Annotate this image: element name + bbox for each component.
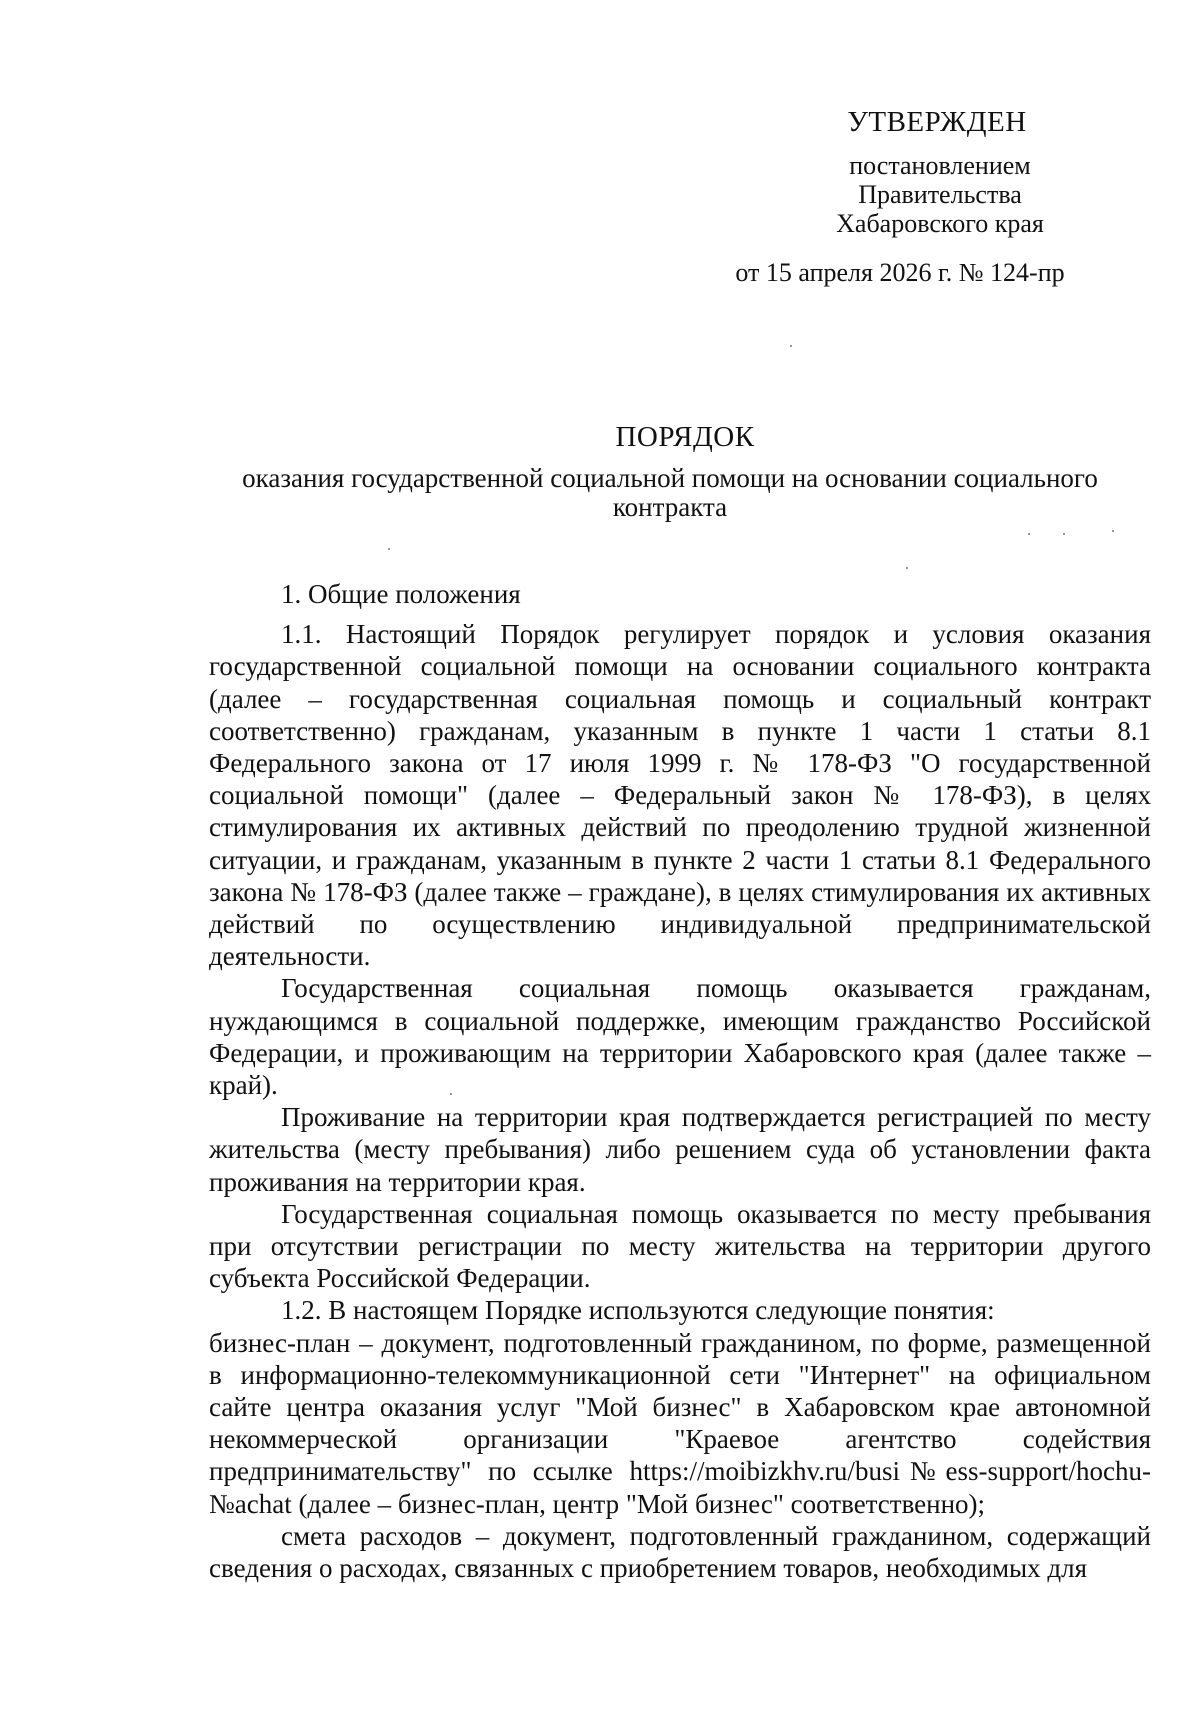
approval-line-1: постановлением — [849, 151, 1031, 180]
paragraph-place-of-stay: Государственная социальная помощь оказывается по месту пребывания при отсутствии регистрации по месту жительства на территории другого субъекта Российской Федерации. — [209, 1198, 1151, 1294]
scan-speck — [1028, 533, 1030, 535]
document-body — [209, 578, 1151, 1584]
approval-date-number: от 15 апреля 2026 г. № 124-пр — [735, 258, 1065, 287]
paragraph-assistance-citizens: Государственная социальная помощь оказывается гражданам, нуждающимся в социальной поддержке, имеющим гражданство Российской Федерации, и проживающим на территории Хабаровского края (далее также – край). — [209, 973, 1151, 1101]
section-heading-general: 1. Общие положения — [281, 579, 521, 609]
paragraph-expense-estimate: смета расходов – документ, подготовленный гражданином, содержащий сведения о расходах, связанных с приобретением товаров, необходимых для — [209, 1520, 1151, 1584]
paragraph-residence-confirmation: Проживание на территории края подтверждается регистрацией по месту жительства (месту пребывания) либо решением суда об установлении факта проживания на территории края. — [209, 1102, 1151, 1197]
paragraph-business-plan: бизнес-план – документ, подготовленный гражданином, по форме, размещенной в информационно-телекоммуникационной сети "Интернет" на официальном сайте центра оказания услуг "Мой бизнес" в Хабаровском крае автономной некоммерческой организации "Краевое агентство содействия предпринимательству" по ссылке https://moibizkhv.ru/busi№ess-support/hochu-№achat (далее – бизнес-план, центр "Мой бизнес" соответственно); — [209, 1327, 1151, 1519]
scan-speck — [450, 1093, 452, 1095]
scan-speck — [1112, 530, 1114, 532]
document-subtitle: оказания государственной социальной помощи на основании социального контракта — [242, 463, 1098, 522]
approval-title: УТВЕРЖДЕН — [847, 106, 1027, 138]
document-heading — [200, 423, 1140, 522]
scan-speck — [388, 548, 390, 550]
paragraph-1-2: 1.2. В настоящем Порядке используются следующие понятия: — [281, 1295, 995, 1326]
approval-line-2: Правительства — [858, 180, 1022, 209]
paragraph-1-1: 1.1. Настоящий Порядок регулирует порядок и условия оказания государственной социальной помощи на основании социального контракта (далее – государственная социальная помощь и социальный контракт соответственно) гражданам, указанным в пункте 1 части 1 статьи 8.1 Федерального закона от 17 июля 1999 г. № 178-ФЗ "О государственной социальной помощи" (далее – Федеральный закон № 178-ФЗ), в целях стимулирования их активных действий по преодолению трудной жизненной ситуации, и гражданам, указанным в пункте 2 части 1 статьи 8.1 Федерального закона № 178-ФЗ (далее также – граждане), в целях стимулирования их активных действий по осуществлению индивидуальной предпринимательской деятельности. — [209, 619, 1151, 972]
approval-line-3: Хабаровского края — [836, 209, 1044, 238]
document-title: ПОРЯДОК — [615, 421, 755, 453]
scan-speck — [1063, 533, 1065, 535]
approval-block — [735, 106, 1140, 287]
scan-speck — [790, 345, 792, 347]
scan-speck — [906, 567, 908, 569]
